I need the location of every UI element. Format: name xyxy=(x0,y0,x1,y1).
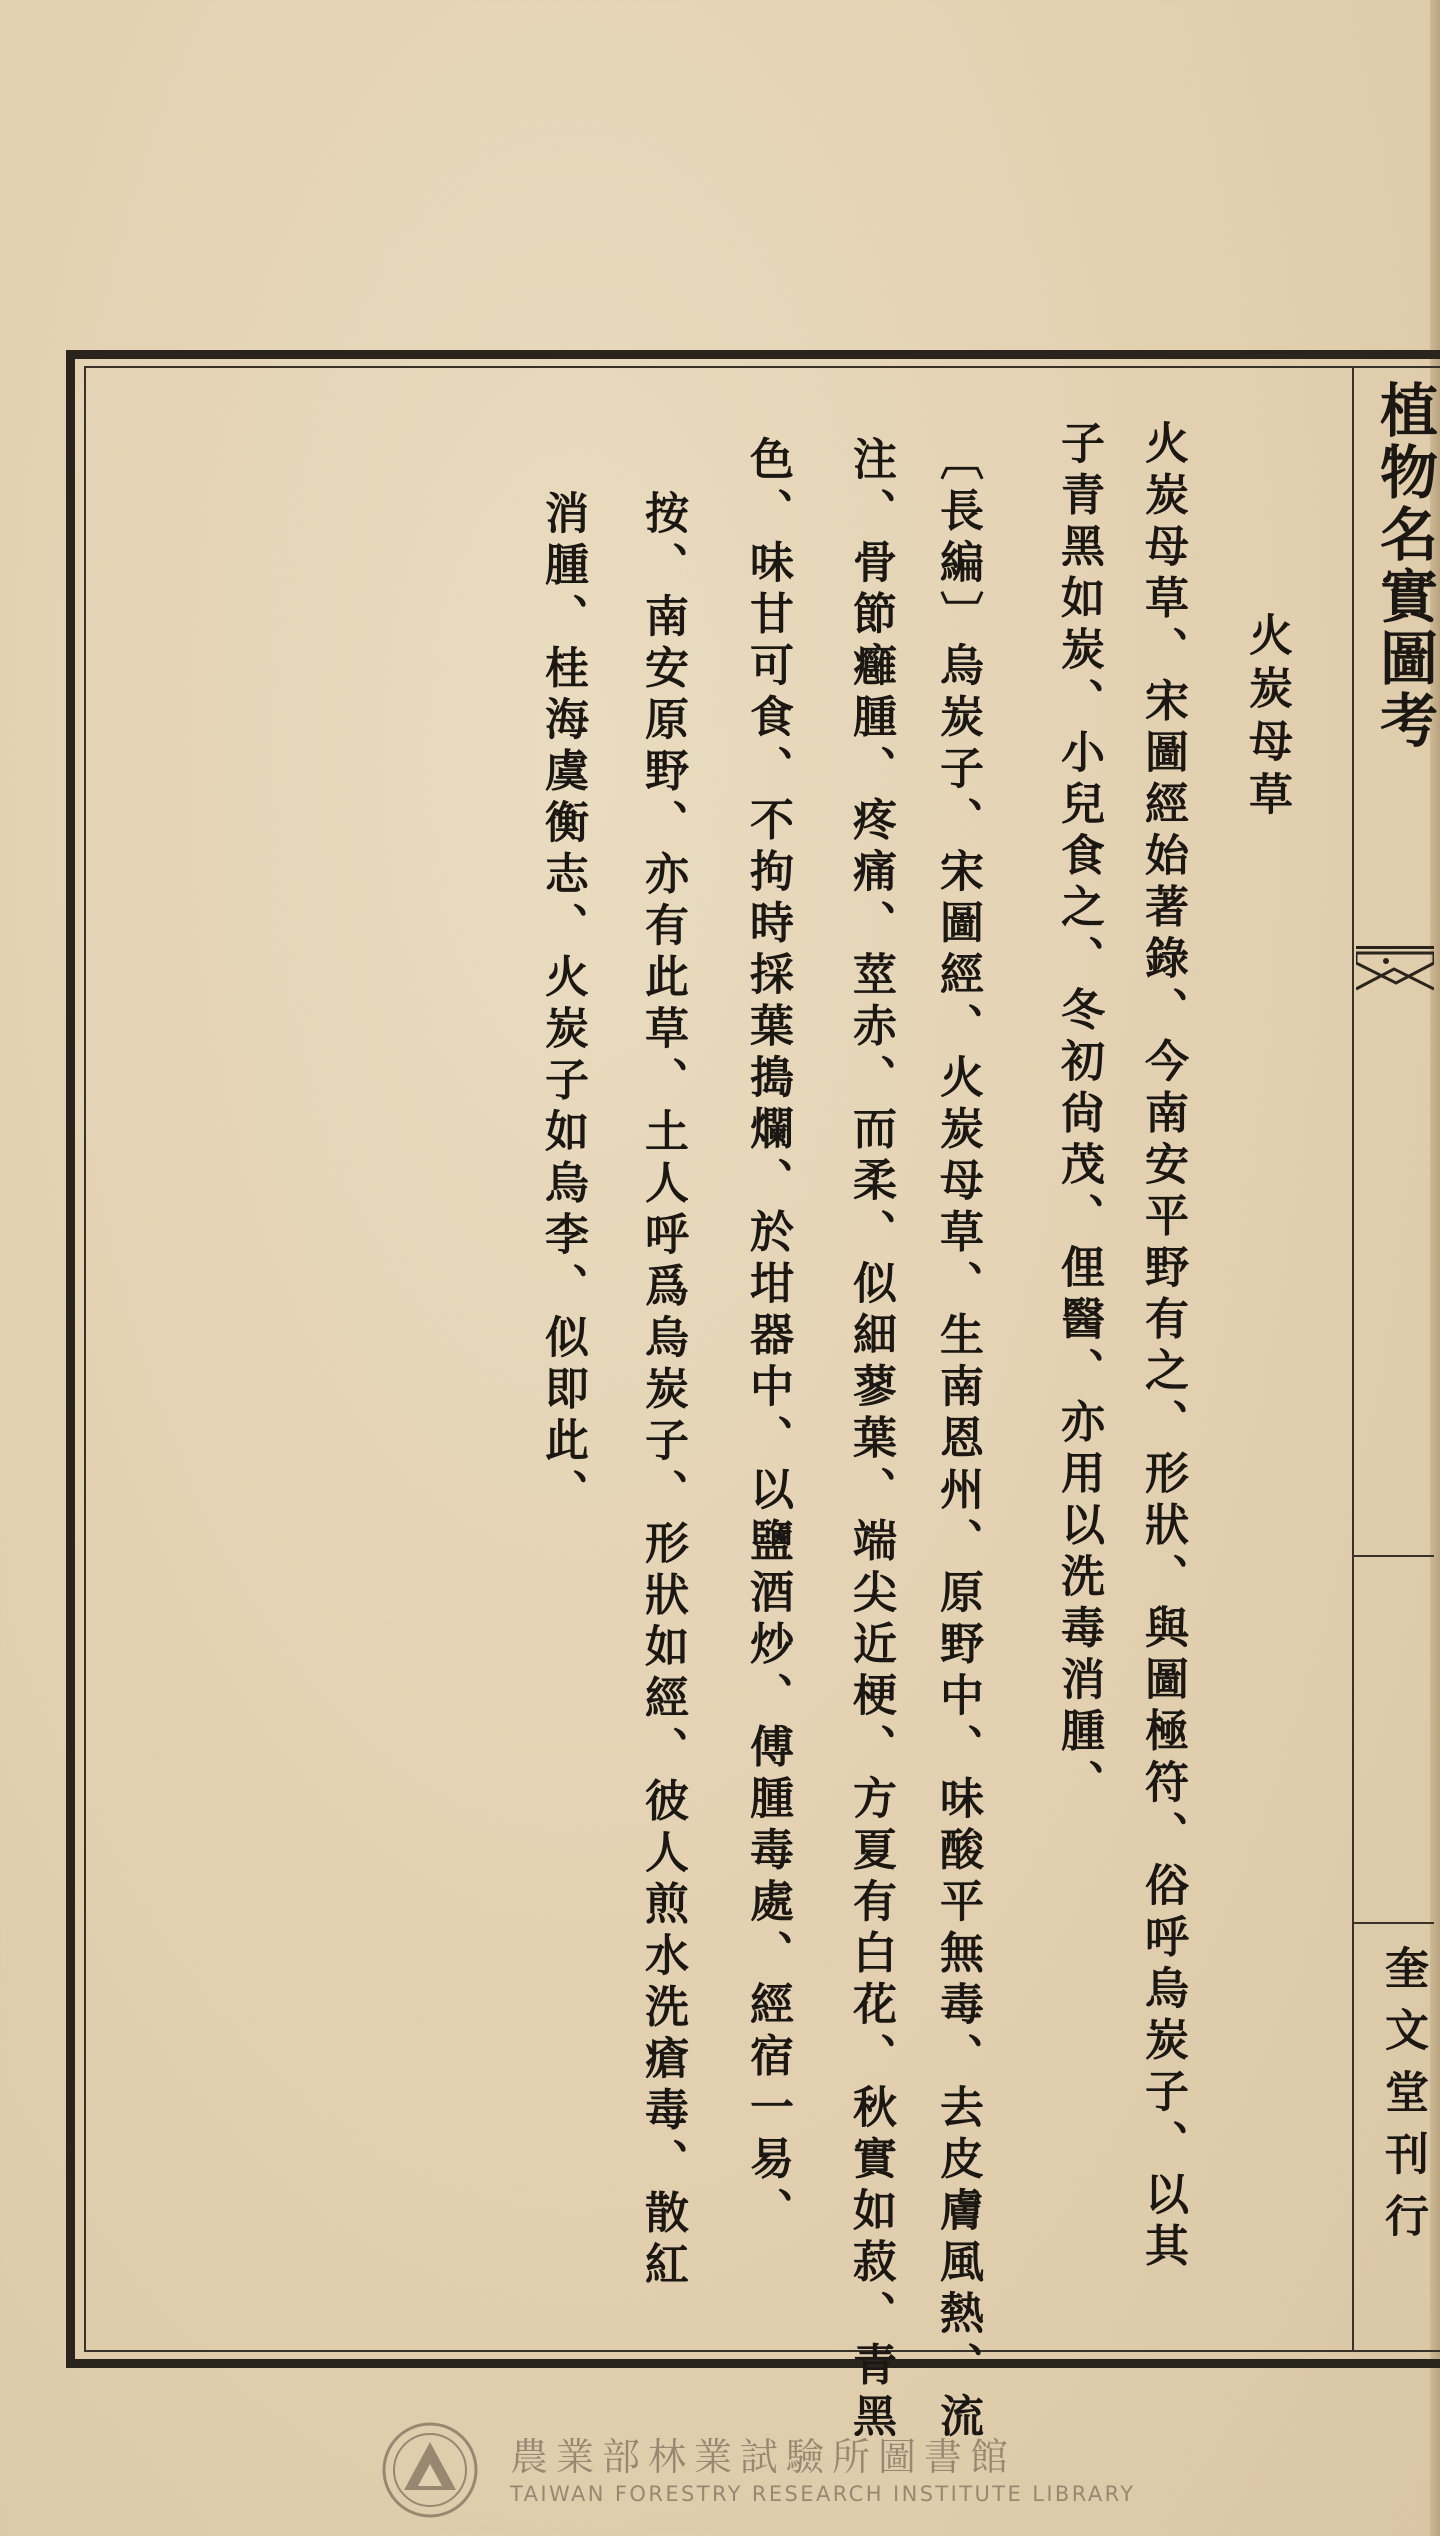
text-column-5: 色、味甘可食、不拘時採葉搗爛、於坩器中、以鹽酒炒、傅腫毒處、經宿一易、 xyxy=(742,436,793,2239)
book-title: 植物名實圖考 xyxy=(1370,380,1438,752)
publisher-imprint: 奎文堂刊行 xyxy=(1377,1945,1428,2255)
text-column-4: 注、骨節癰腫、疼痛、莖赤、而柔、似細蓼葉、端尖近梗、方夏有白花、秋實如菽、青黑 xyxy=(845,436,896,2445)
entry-heading: 火炭母草 xyxy=(1241,612,1292,824)
watermark-subtitle: TAIWAN FORESTRY RESEARCH INSTITUTE LIBRARY xyxy=(510,2482,1136,2506)
text-column-3: 〔長編〕烏炭子、宋圖經、火炭母草、生南恩州、原野中、味酸平無毒、去皮膚風熱、流 xyxy=(932,436,983,2445)
text-column-7: 消腫、桂海虞衡志、火炭子如烏李、似即此、 xyxy=(537,490,588,1520)
banxin-rule xyxy=(1352,368,1354,2350)
banxin-tick-lower xyxy=(1354,1922,1434,1924)
library-seal-icon xyxy=(380,2420,480,2520)
library-watermark xyxy=(380,2420,1136,2520)
text-column-6: 按、南安原野、亦有此草、土人呼爲烏炭子、形狀如經、彼人煎水洗瘡毒、散紅 xyxy=(637,490,688,2293)
banxin-tick-mid xyxy=(1354,1555,1434,1557)
fishtail-mark xyxy=(1356,946,1434,1019)
text-column-1: 火炭母草、宋圖經始著錄、今南安平野有之、形狀、與圖極符、俗呼烏炭子、以其 xyxy=(1137,420,1188,2274)
text-column-2: 子青黑如炭、小兒食之、冬初尙茂、俚醫、亦用以洗毒消腫、 xyxy=(1053,420,1104,1811)
watermark-title: 農業部林業試驗所圖書館 xyxy=(510,2435,1017,2479)
